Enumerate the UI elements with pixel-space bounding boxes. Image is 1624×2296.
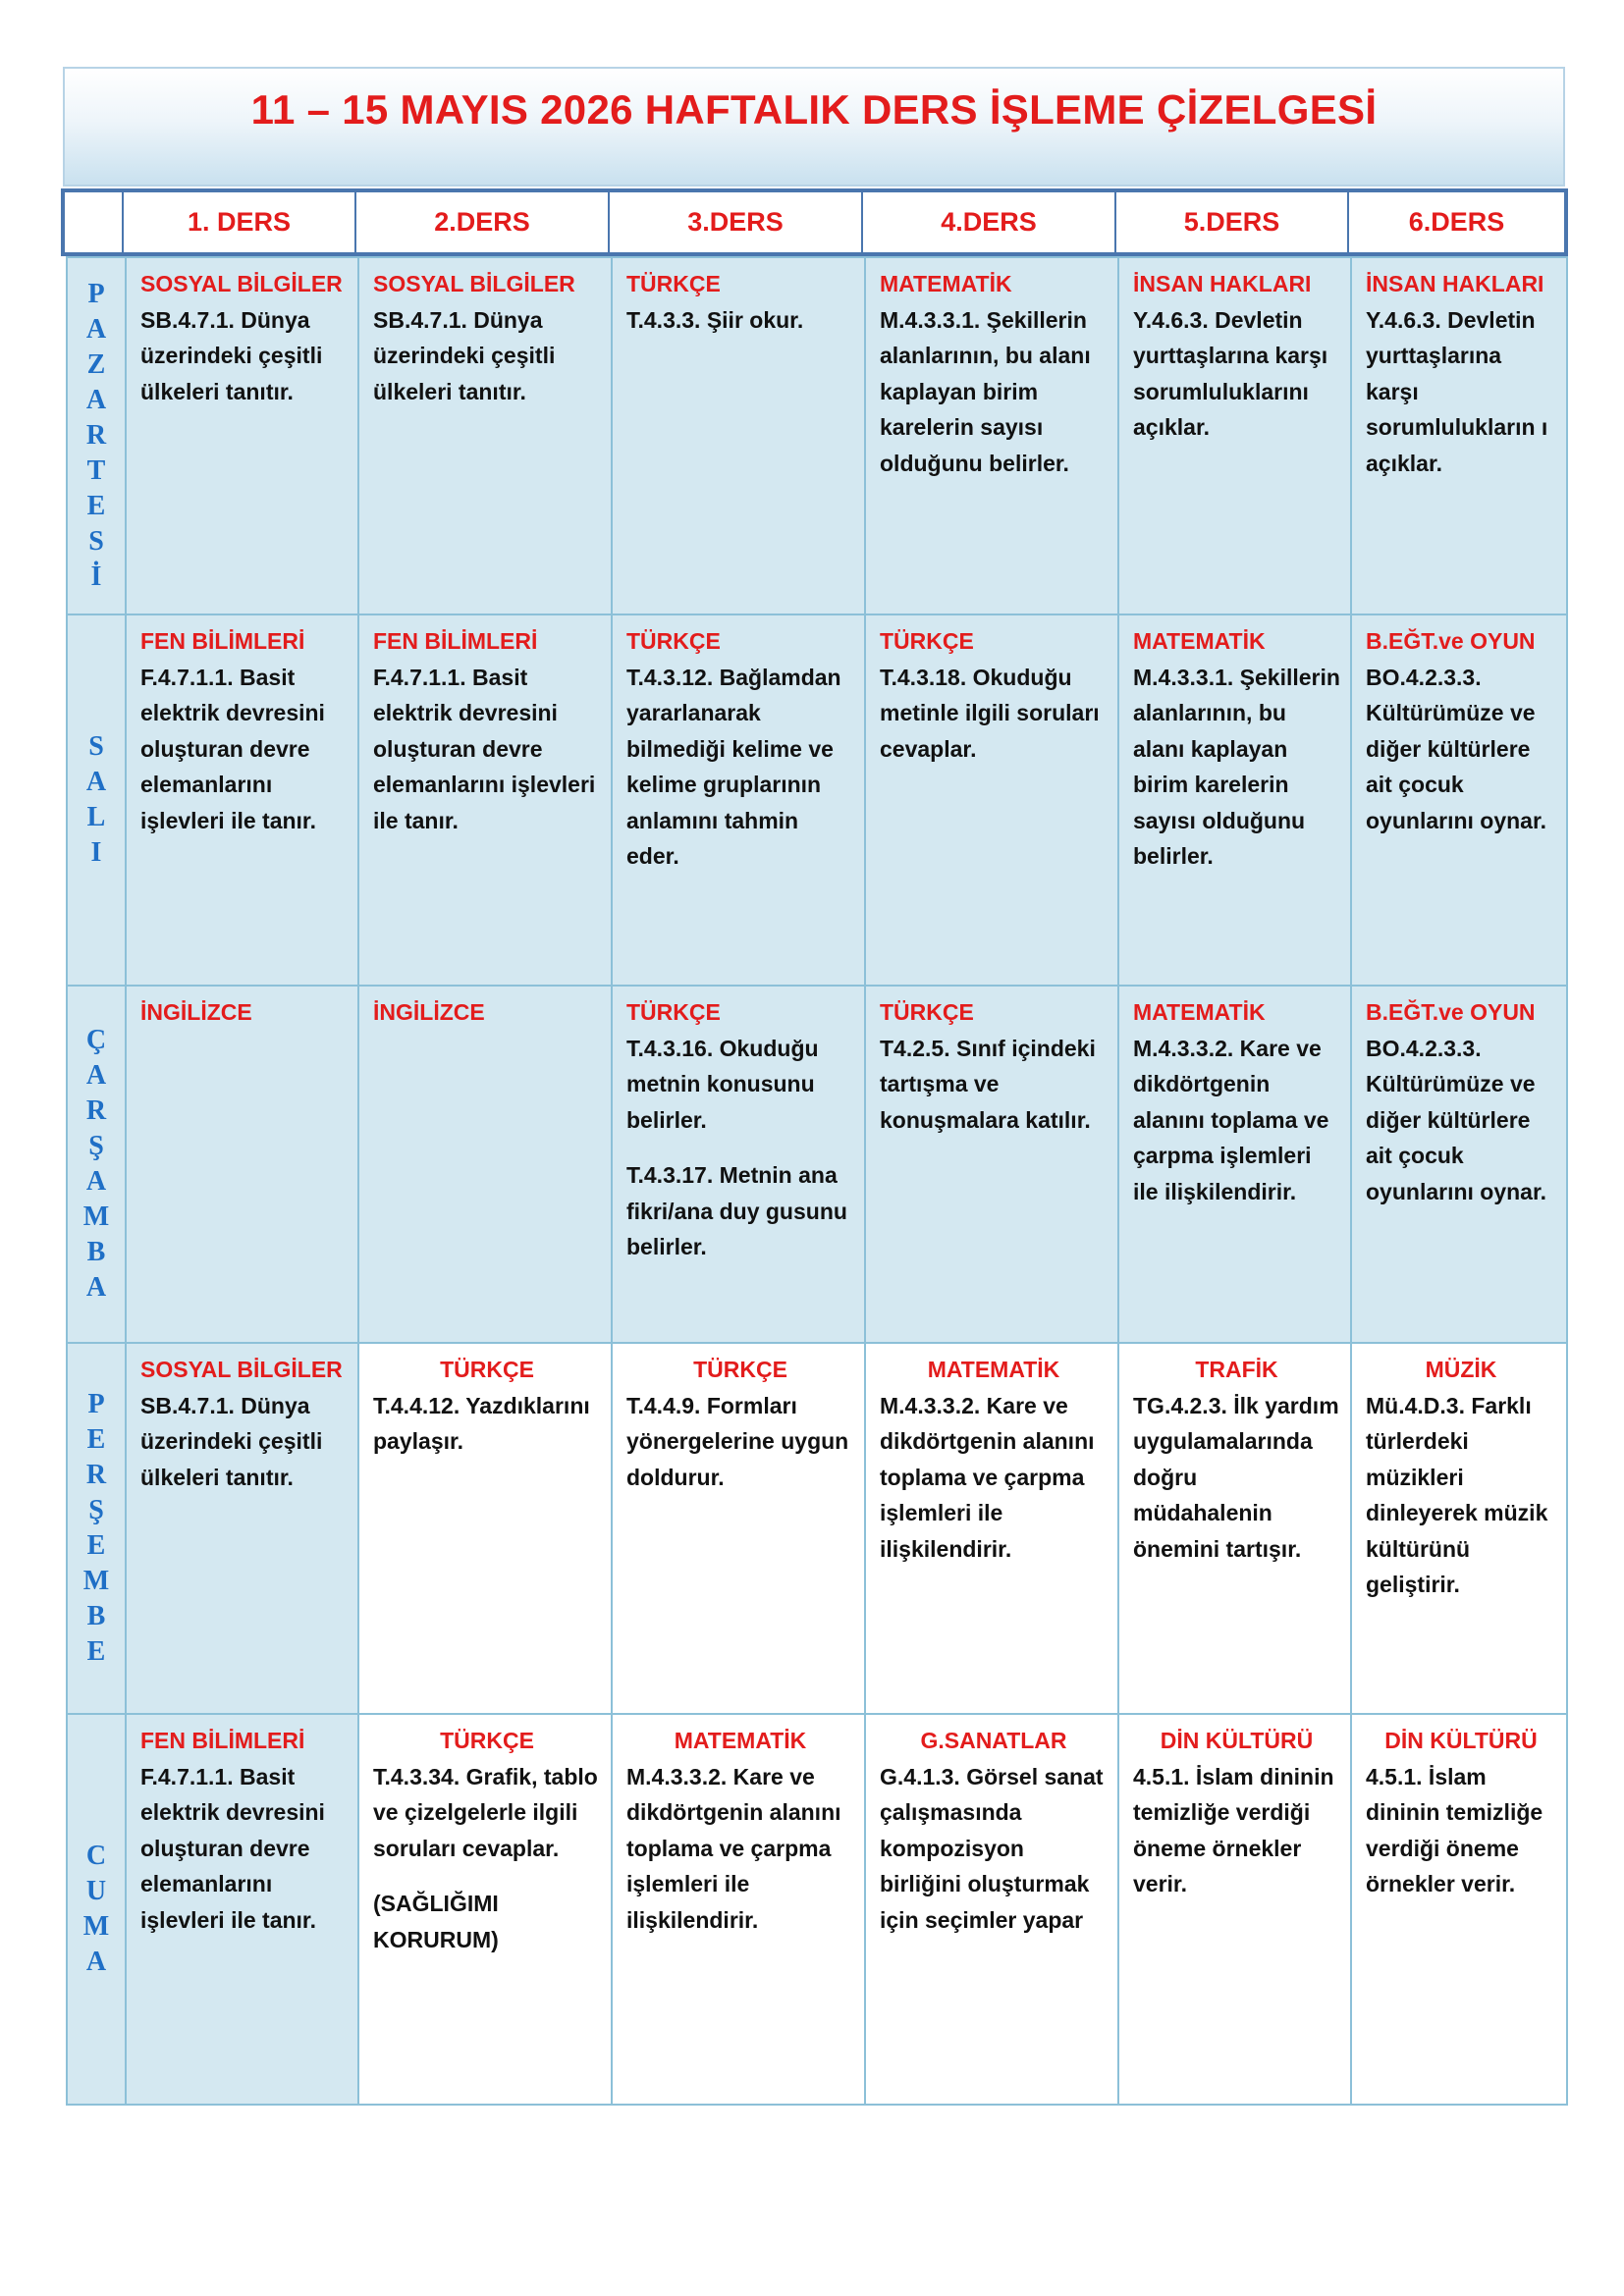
day-letter: M xyxy=(82,1201,110,1232)
lesson-objective: SB.4.7.1. Dünya üzerindeki çeşitli ülkeleri tanıtır. xyxy=(373,306,556,404)
lesson-objective: 4.5.1. İslam dininin temizliğe verdiği öneme örnekler verir. xyxy=(1133,1763,1334,1896)
lesson-objective: T.4.3.34. Grafik, tablo ve çizelgelerle ilgili soruları cevaplar. xyxy=(373,1763,598,1861)
header-lesson-1: 1. DERS xyxy=(124,192,356,252)
lesson-subject: TÜRKÇE xyxy=(693,1357,787,1382)
day-letter: İ xyxy=(90,561,102,592)
lesson-subject: MATEMATİK xyxy=(1133,999,1266,1025)
lesson-objective: BO.4.2.3.3. Kültürümüze ve diğer kültürlere ait çocuk oyunlarını oynar. xyxy=(1366,1035,1547,1204)
lesson-cell xyxy=(866,1344,1119,1713)
day-letter: A xyxy=(85,1947,107,1977)
day-letter: U xyxy=(85,1876,107,1906)
day-letter: E xyxy=(86,491,106,521)
lesson-cell xyxy=(1119,258,1352,614)
lesson-cell xyxy=(866,258,1119,614)
day-label-cell xyxy=(68,615,127,985)
lesson-subject: MATEMATİK xyxy=(927,1357,1060,1382)
lesson-cell xyxy=(866,1715,1119,2104)
lesson-objective: M.4.3.3.2. Kare ve dikdörtgenin alanını toplama ve çarpma işlemleri ile ilişkilendirir. xyxy=(626,1763,841,1933)
day-letter: R xyxy=(85,1095,107,1126)
lesson-cell xyxy=(1119,1344,1352,1713)
lesson-objective: (SAĞLIĞIMI KORURUM) xyxy=(373,1891,499,1952)
lesson-cell xyxy=(359,987,613,1342)
lesson-subject: FEN BİLİMLERİ xyxy=(140,1728,305,1753)
lesson-cell xyxy=(1352,987,1566,1342)
lesson-subject: B.EĞT.ve OYUN xyxy=(1366,628,1536,654)
lesson-subject: MATEMATİK xyxy=(880,271,1012,296)
lesson-objective: Mü.4.D.3. Farklı türlerdeki müzikleri dinleyerek müzik kültürünü geliştirir. xyxy=(1366,1392,1548,1597)
header-lesson-2: 2.DERS xyxy=(356,192,610,252)
lesson-cell xyxy=(613,987,866,1342)
lesson-subject: DİN KÜLTÜRÜ xyxy=(1160,1728,1314,1753)
lesson-objective: M.4.3.3.2. Kare ve dikdörtgenin alanını toplama ve çarpma işlemleri ile ilişkilendirir. xyxy=(880,1392,1095,1562)
lesson-cell xyxy=(127,258,359,614)
lesson-subject: MATEMATİK xyxy=(1133,628,1266,654)
lesson-objective: G.4.1.3. Görsel sanat çalışmasında kompozisyon birliğini oluşturmak için seçimler yapar xyxy=(880,1763,1104,1933)
day-label-cell xyxy=(68,987,127,1342)
day-letter: M xyxy=(82,1566,110,1596)
lesson-subject: SOSYAL BİLGİLER xyxy=(140,271,343,296)
lesson-cell xyxy=(127,987,359,1342)
lesson-subject: B.EĞT.ve OYUN xyxy=(1366,999,1536,1025)
lesson-cell xyxy=(359,1715,613,2104)
lesson-objective: SB.4.7.1. Dünya üzerindeki çeşitli ülkeleri tanıtır. xyxy=(140,1392,323,1490)
lesson-subject: TÜRKÇE xyxy=(880,628,974,654)
lesson-subject: TÜRKÇE xyxy=(880,999,974,1025)
lesson-cell xyxy=(1352,615,1566,985)
lesson-cell xyxy=(866,615,1119,985)
lesson-cell xyxy=(1352,258,1566,614)
lesson-subject: FEN BİLİMLERİ xyxy=(373,628,538,654)
day-letter: R xyxy=(85,420,107,451)
lesson-objective: T.4.3.3. Şiir okur. xyxy=(626,306,804,333)
lesson-cell xyxy=(127,615,359,985)
day-label-cell xyxy=(68,1715,127,2104)
lesson-objective: 4.5.1. İslam dininin temizliğe verdiği öneme örnekler verir. xyxy=(1366,1763,1543,1896)
day-row-persembe xyxy=(68,1342,1566,1713)
header-corner-cell xyxy=(65,192,124,252)
lesson-subject: TÜRKÇE xyxy=(440,1357,534,1382)
lesson-objective: Y.4.6.3. Devletin yurttaşlarına karşı sorumlulukların ı açıklar. xyxy=(1366,306,1548,476)
lesson-objective: T.4.3.16. Okuduğu metnin konusunu belirler. xyxy=(626,1035,819,1133)
lesson-cell xyxy=(1352,1715,1566,2104)
lesson-subject: SOSYAL BİLGİLER xyxy=(140,1357,343,1382)
lesson-subject: SOSYAL BİLGİLER xyxy=(373,271,575,296)
lesson-objective: T.4.4.12. Yazdıklarını paylaşır. xyxy=(373,1392,590,1454)
lesson-subject: TÜRKÇE xyxy=(626,999,721,1025)
day-letter: T xyxy=(86,455,106,486)
header-lesson-3: 3.DERS xyxy=(610,192,863,252)
day-letter: P xyxy=(87,279,105,309)
lesson-subject: TÜRKÇE xyxy=(626,628,721,654)
day-name-vertical xyxy=(86,277,106,595)
day-label-cell xyxy=(68,258,127,614)
lesson-cell xyxy=(1352,1344,1566,1713)
lesson-objective: F.4.7.1.1. Basit elektrik devresini oluşturan devre elemanlarını işlevleri ile tanır. xyxy=(140,1763,325,1933)
day-letter: A xyxy=(85,385,107,415)
lesson-subject: DİN KÜLTÜRÜ xyxy=(1384,1728,1538,1753)
day-letter: A xyxy=(85,767,107,797)
lesson-cell xyxy=(613,1344,866,1713)
lesson-subject: TÜRKÇE xyxy=(440,1728,534,1753)
day-row-pazartesi xyxy=(68,256,1566,614)
title-banner xyxy=(63,67,1565,187)
lesson-subject: İNGİLİZCE xyxy=(140,999,252,1025)
day-letter: L xyxy=(86,802,106,832)
lesson-cell xyxy=(613,615,866,985)
day-row-cuma xyxy=(68,1713,1566,2104)
day-label-cell xyxy=(68,1344,127,1713)
day-name-vertical xyxy=(83,1023,109,1306)
day-letter: B xyxy=(86,1237,106,1267)
lesson-objective: T.4.3.17. Metnin ana fikri/ana duy gusunu belirler. xyxy=(626,1162,847,1259)
day-letter: P xyxy=(87,1389,105,1419)
lesson-cell xyxy=(127,1715,359,2104)
lesson-subject: TÜRKÇE xyxy=(626,271,721,296)
lesson-cell xyxy=(866,987,1119,1342)
lesson-subject: FEN BİLİMLERİ xyxy=(140,628,305,654)
day-letter: E xyxy=(86,1530,106,1561)
lesson-objective: T4.2.5. Sınıf içindeki tartışma ve konuşmalara katılır. xyxy=(880,1035,1096,1133)
day-name-vertical xyxy=(86,729,106,871)
lesson-cell xyxy=(613,258,866,614)
lesson-cell xyxy=(1119,987,1352,1342)
lesson-cell xyxy=(613,1715,866,2104)
day-letter: R xyxy=(85,1460,107,1490)
day-letter: S xyxy=(88,731,104,762)
lesson-objective: T.4.4.9. Formları yönergelerine uygun doldurur. xyxy=(626,1392,849,1490)
lesson-subject: İNSAN HAKLARI xyxy=(1133,271,1312,296)
lesson-subject: MATEMATİK xyxy=(674,1728,807,1753)
day-name-vertical xyxy=(83,1387,109,1670)
day-letter: B xyxy=(86,1601,106,1631)
lesson-cell xyxy=(127,1344,359,1713)
day-letter: S xyxy=(88,526,104,557)
lesson-objective: T.4.3.12. Bağlamdan yararlanarak bilmediği kelime ve kelime gruplarının anlamını tahmin eder. xyxy=(626,664,841,869)
lesson-objective: BO.4.2.3.3. Kültürümüze ve diğer kültürlere ait çocuk oyunlarını oynar. xyxy=(1366,664,1547,833)
lesson-objective: T.4.3.18. Okuduğu metinle ilgili soruları cevaplar. xyxy=(880,664,1100,762)
lesson-objective: F.4.7.1.1. Basit elektrik devresini oluşturan devre elemanlarını işlevleri ile tanır. xyxy=(140,664,325,833)
lesson-subject: MÜZİK xyxy=(1425,1357,1497,1382)
day-letter: I xyxy=(90,837,102,868)
header-lesson-4: 4.DERS xyxy=(863,192,1116,252)
lesson-objective: SB.4.7.1. Dünya üzerindeki çeşitli ülkeleri tanıtır. xyxy=(140,306,323,404)
schedule-table xyxy=(66,256,1568,2106)
lesson-header-row xyxy=(61,188,1568,256)
lesson-cell xyxy=(1119,1715,1352,2104)
lesson-cell xyxy=(1119,615,1352,985)
lesson-objective: M.4.3.3.1. Şekillerin alanlarının, bu alanı kaplayan birim karelerin sayısı olduğunu belirler. xyxy=(880,306,1091,476)
day-letter: E xyxy=(86,1636,106,1667)
lesson-cell xyxy=(359,615,613,985)
lesson-cell xyxy=(359,1344,613,1713)
day-letter: Ç xyxy=(85,1025,107,1055)
day-letter: C xyxy=(85,1841,107,1871)
day-letter: A xyxy=(85,1060,107,1091)
lesson-objective: TG.4.2.3. İlk yardım uygulamalarında doğru müdahalenin önemini tartışır. xyxy=(1133,1392,1339,1562)
day-letter: Z xyxy=(86,349,106,380)
lesson-subject: İNSAN HAKLARI xyxy=(1366,271,1544,296)
day-letter: A xyxy=(85,314,107,345)
lesson-cell xyxy=(359,258,613,614)
day-letter: A xyxy=(85,1166,107,1197)
lesson-objective: F.4.7.1.1. Basit elektrik devresini oluşturan devre elemanlarını işlevleri ile tanır. xyxy=(373,664,596,833)
day-letter: M xyxy=(82,1911,110,1942)
header-lesson-5: 5.DERS xyxy=(1116,192,1349,252)
day-letter: Ş xyxy=(88,1131,104,1161)
day-row-sali xyxy=(68,614,1566,985)
lesson-subject: G.SANATLAR xyxy=(920,1728,1067,1753)
lesson-objective: Y.4.6.3. Devletin yurttaşlarına karşı sorumluluklarını açıklar. xyxy=(1133,306,1328,440)
day-name-vertical xyxy=(83,1839,109,1980)
day-letter: Ş xyxy=(88,1495,104,1525)
day-row-carsamba xyxy=(68,985,1566,1342)
lesson-subject: İNGİLİZCE xyxy=(373,999,485,1025)
lesson-subject: TRAFİK xyxy=(1195,1357,1278,1382)
lesson-objective: M.4.3.3.2. Kare ve dikdörtgenin alanını toplama ve çarpma işlemleri ile ilişkilendirir. xyxy=(1133,1035,1329,1204)
page-title: 11 – 15 MAYIS 2026 HAFTALIK DERS İŞLEME ÇİZELGESİ xyxy=(250,86,1378,133)
lesson-objective: M.4.3.3.1. Şekillerin alanlarının, bu alanı kaplayan birim karelerin sayısı olduğunu belirler. xyxy=(1133,664,1340,869)
header-lesson-6: 6.DERS xyxy=(1408,207,1505,237)
day-letter: E xyxy=(86,1424,106,1455)
day-letter: A xyxy=(85,1272,107,1303)
